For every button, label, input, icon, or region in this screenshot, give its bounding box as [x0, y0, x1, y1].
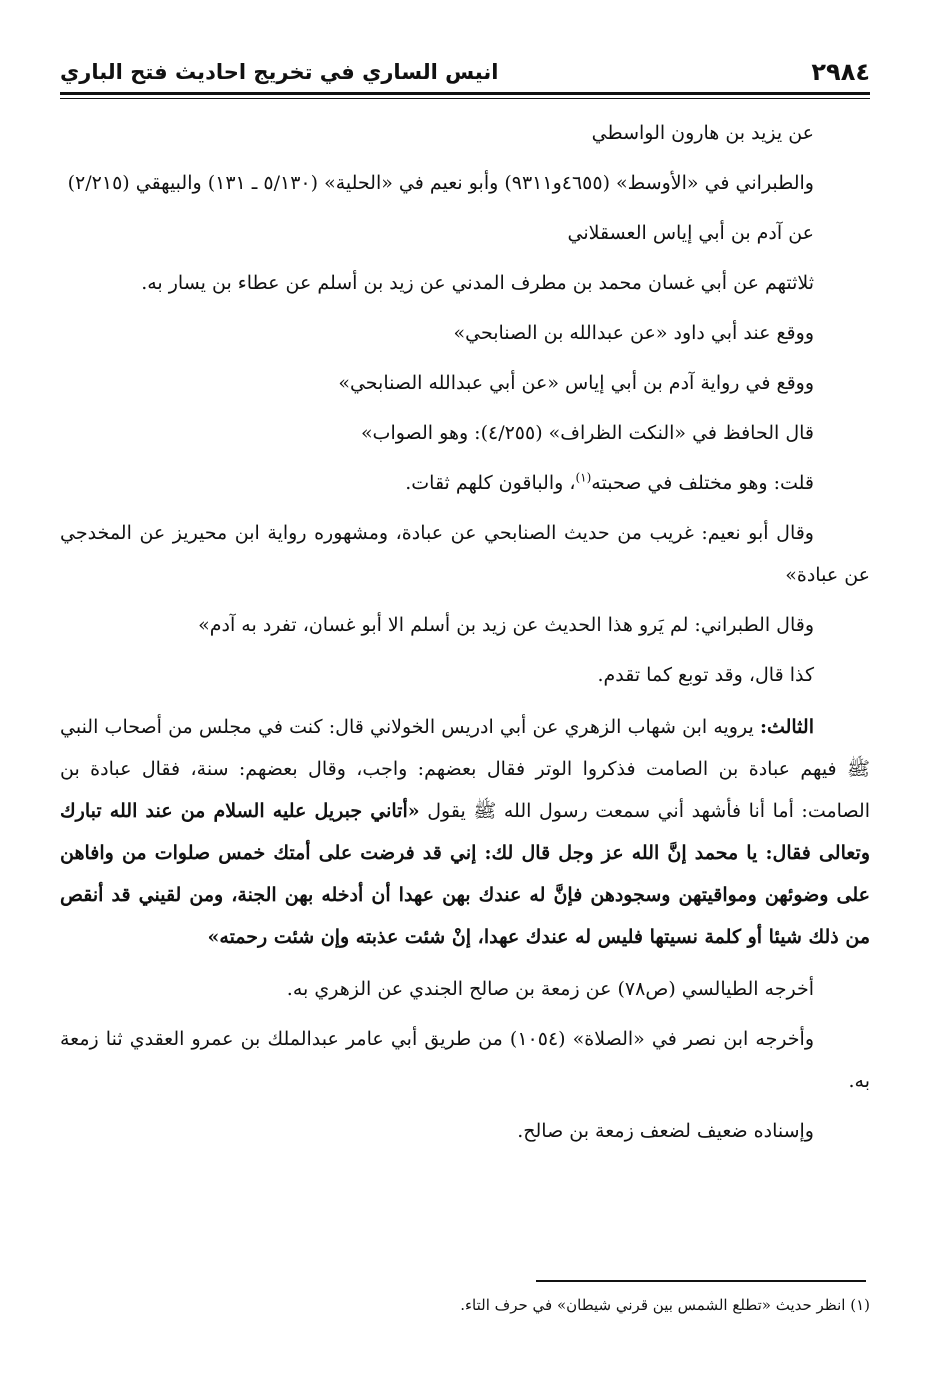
footnote: (١) انظر حديث «تطلع الشمس بين قرني شيطان» في حرف التاء.	[460, 1296, 870, 1314]
footnote-reference[interactable]: (١)	[575, 470, 592, 485]
section-label: الثالث:	[759, 716, 814, 738]
paragraph: ووقع عند أبي داود «عن عبدالله بن الصنابحي»	[453, 322, 814, 344]
running-title: انيس الساري في تخريج احاديث فتح الباري	[60, 60, 499, 84]
paragraph	[60, 462, 870, 504]
paragraph: وقال أبو نعيم: غريب من حديث الصنابحي عن عبادة، ومشهوره رواية ابن محيريز عن المخدجي عن عبادة»	[60, 522, 870, 586]
paragraph: أخرجه الطيالسي (ص٧٨) عن زمعة بن صالح الجندي عن الزهري به.	[286, 978, 814, 1000]
footnote-separator	[536, 1280, 866, 1282]
paragraph: وقال الطبراني: لم يَرو هذا الحديث عن زيد بن أسلم الا أبو غسان، تفرد به آدم»	[198, 614, 814, 636]
paragraph: كذا قال، وقد توبع كما تقدم.	[597, 664, 814, 686]
header-rule-thick	[60, 92, 870, 95]
hadith-paragraph	[60, 706, 870, 958]
hadith-text: «أتاني جبريل عليه السلام من عند الله تبارك وتعالى فقال: يا محمد إنَّ الله عز وجل قال لك: إني قد فرضت على أمتك خمس صلوات من وافاهن على وضوئهن ومواقيتهن وسجودهن فإنَّ له عندك بهن عهدا أن أدخله بهن الجنة، ومن لقيني قد أنقص من ذلك شيئا أو كلمة نسيتها فليس له عندك عهدا، إنْ شئت عذبته وإن شئت رحمته»	[60, 800, 870, 948]
paragraph-text: قلت: وهو مختلف في صحبته	[591, 472, 814, 494]
paragraph: ثلاثتهم عن أبي غسان محمد بن مطرف المدني عن زيد بن أسلم عن عطاء بن يسار به.	[141, 272, 814, 294]
page-body	[60, 112, 870, 1160]
paragraph: قال الحافظ في «النكت الظراف» (٤/٢٥٥): وهو الصواب»	[360, 422, 814, 444]
paragraph: والطبراني في «الأوسط» (٤٦٥٥و٩٣١١) وأبو نعيم في «الحلية» (٥/١٣٠ ـ ١٣١) والبيهقي (٢/٢١٥)	[67, 172, 814, 194]
paragraph: عن يزيد بن هارون الواسطي	[591, 122, 814, 144]
page-header	[60, 52, 870, 92]
paragraph: وأخرجه ابن نصر في «الصلاة» (١٠٥٤) من طريق أبي عامر عبدالملك بن عمرو العقدي ثنا زمعة به.	[60, 1028, 870, 1092]
paragraph-text: يرويه ابن شهاب الزهري عن أبي ادريس الخولاني قال: كنت في مجلس من أصحاب النبي ﷺ فيهم عبادة بن الصامت فذكروا الوتر فقال بعضهم: واجب، وقال بعضهم: سنة، فقال عبادة بن الصامت: أما أنا فأشهد أني سمعت رسول الله ﷺ يقول	[60, 716, 871, 822]
paragraph: ووقع في رواية آدم بن أبي إياس «عن أبي عبدالله الصنابحي»	[338, 372, 814, 394]
paragraph-text: ، والباقون كلهم ثقات.	[405, 472, 576, 494]
page-number: ٢٩٨٤	[811, 58, 870, 86]
paragraph: عن آدم بن أبي إياس العسقلاني	[567, 222, 814, 244]
header-rule-thin	[60, 98, 870, 99]
paragraph: وإسناده ضعيف لضعف زمعة بن صالح.	[517, 1120, 814, 1142]
